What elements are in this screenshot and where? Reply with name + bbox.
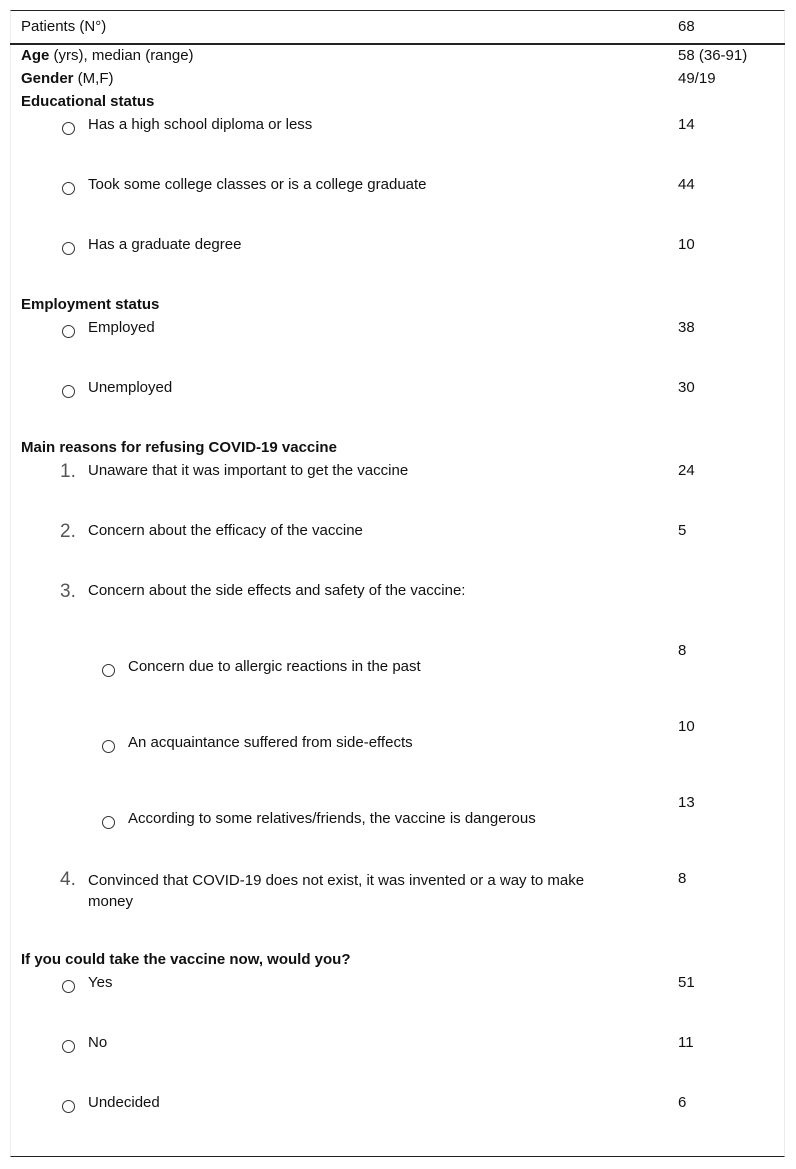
vaccine-now-item-label: Yes: [88, 974, 113, 991]
reason-subitem-label: According to some relatives/friends, the vaccine is dangerous: [128, 810, 536, 827]
circle-bullet-icon: [62, 122, 75, 135]
age-label-rest: (yrs), median (range): [49, 47, 194, 64]
circle-bullet-icon: [102, 816, 115, 829]
reason-item-label: Unaware that it was important to get the vaccine: [88, 462, 409, 479]
gender-label: [21, 70, 114, 88]
employment-title: Employment status: [21, 296, 160, 313]
circle-bullet-icon: [62, 385, 75, 398]
employment-item-value: 30: [678, 379, 695, 396]
vaccine-now-title: If you could take the vaccine now, would you?: [21, 951, 351, 968]
gender-label-bold: Gender: [21, 70, 74, 87]
employment-item-value: 38: [678, 319, 695, 336]
header-divider: [10, 43, 785, 45]
reason-item-label: Convinced that COVID-19 does not exist, it was invented or a way to make money: [88, 872, 585, 910]
education-item-label: Has a graduate degree: [88, 236, 242, 253]
reason-subitem-value: 8: [678, 642, 687, 659]
vaccine-now-item-value: 51: [678, 974, 695, 991]
circle-bullet-icon: [62, 242, 75, 255]
reason-number: 4.: [60, 869, 76, 890]
circle-bullet-icon: [102, 740, 115, 753]
reason-item-value: 24: [678, 462, 695, 479]
employment-item-label: Unemployed: [88, 379, 173, 396]
circle-bullet-icon: [62, 182, 75, 195]
reason-number: 2.: [60, 521, 76, 542]
age-label-bold: Age: [21, 47, 50, 64]
reason-number: 1.: [60, 461, 76, 482]
reasons-title: Main reasons for refusing COVID-19 vaccine: [21, 439, 337, 456]
reason-subitem-label: Concern due to allergic reactions in the past: [128, 658, 421, 675]
reason-subitem-label: An acquaintance suffered from side-effects: [128, 734, 413, 751]
reason-subitem-value: 13: [678, 794, 695, 811]
age-value: 58 (36-91): [678, 47, 748, 64]
vaccine-now-item-label: No: [88, 1034, 108, 1051]
reason-item-value: 5: [678, 522, 687, 539]
age-label: [21, 47, 194, 65]
circle-bullet-icon: [62, 325, 75, 338]
education-item-value: 14: [678, 116, 695, 133]
reason-item-label: Concern about the efficacy of the vaccine: [88, 522, 363, 539]
reason-item-label: Concern about the side effects and safety of the vaccine:: [88, 582, 466, 599]
patients-header-label: Patients (N°): [21, 18, 107, 35]
circle-bullet-icon: [102, 664, 115, 677]
reason-item-value: 8: [678, 870, 687, 887]
reason-number: 3.: [60, 581, 76, 602]
circle-bullet-icon: [62, 980, 75, 993]
education-item-value: 44: [678, 176, 695, 193]
vaccine-now-item-value: 11: [678, 1034, 694, 1051]
patients-header-value: 68: [678, 18, 695, 35]
circle-bullet-icon: [62, 1040, 75, 1053]
reason-subitem-value: 10: [678, 718, 695, 735]
gender-label-rest: (M,F): [73, 70, 114, 87]
circle-bullet-icon: [62, 1100, 75, 1113]
education-item-value: 10: [678, 236, 695, 253]
employment-item-label: Employed: [88, 319, 155, 336]
education-item-label: Took some college classes or is a college graduate: [88, 176, 427, 193]
education-item-label: Has a high school diploma or less: [88, 116, 313, 133]
vaccine-now-item-value: 6: [678, 1094, 687, 1111]
education-title: Educational status: [21, 93, 155, 110]
gender-value: 49/19: [678, 70, 716, 87]
vaccine-now-item-label: Undecided: [88, 1094, 160, 1111]
